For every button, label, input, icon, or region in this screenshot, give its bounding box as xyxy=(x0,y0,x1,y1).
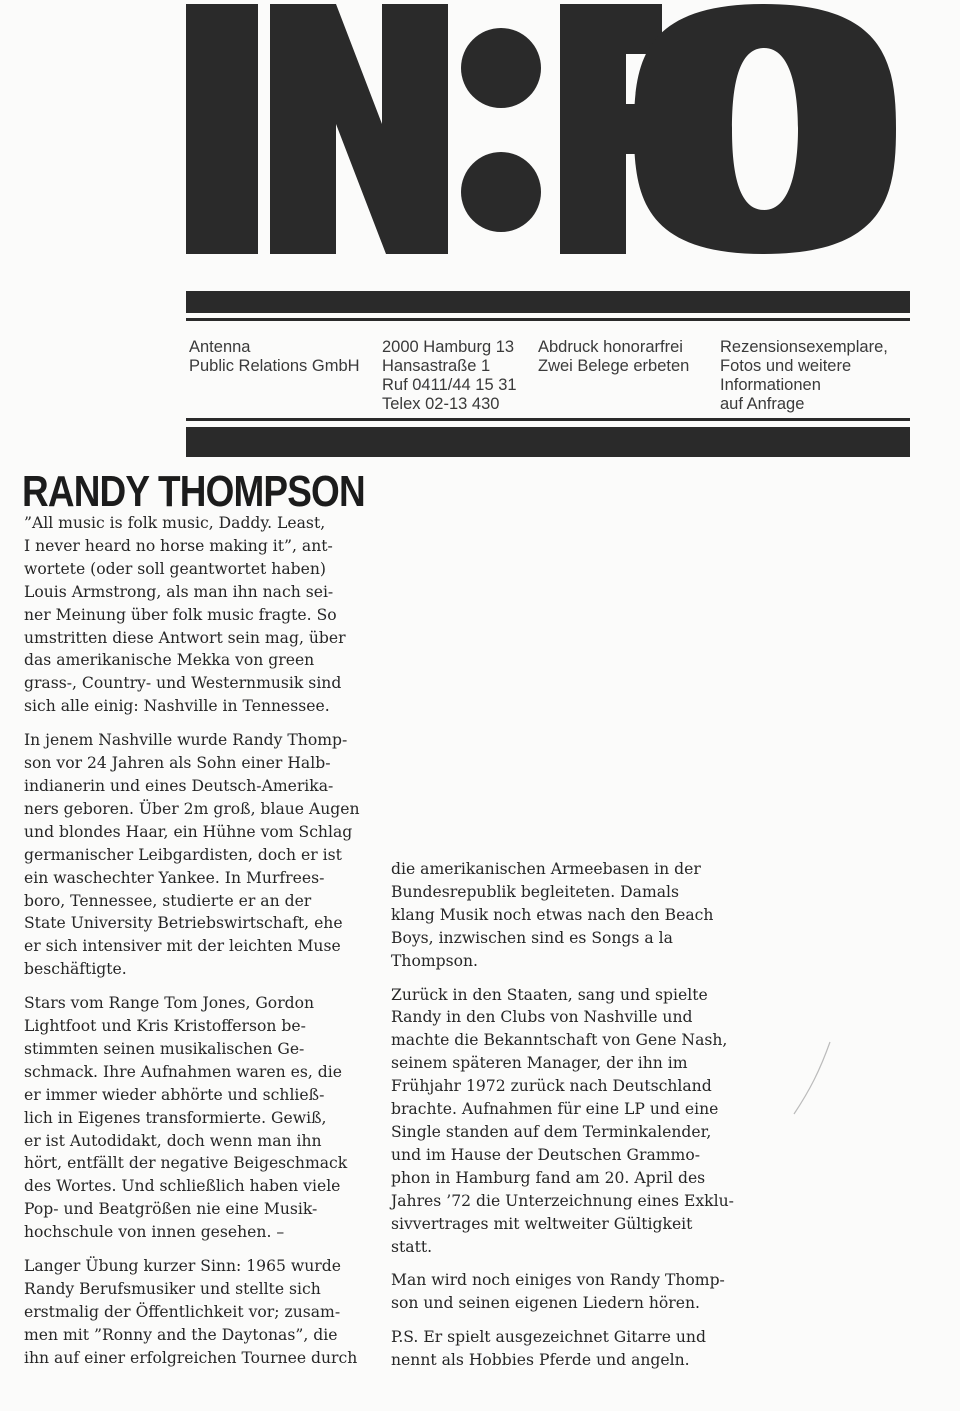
paragraph-line: das amerikanische Mekka von green xyxy=(24,651,315,670)
paragraph-line: erstmalig der Öffentlichkeit vor; zusam- xyxy=(24,1302,341,1321)
paragraph-line: ner Meinung über folk music fragte. So xyxy=(24,605,337,624)
paragraph-line: sivvertrages mit weltweiter Gültigkeit xyxy=(391,1214,693,1233)
address-line: Hansastraße 1 xyxy=(382,357,491,375)
paragraph-line: son und seinen eigenen Liedern hören. xyxy=(391,1294,700,1313)
paragraph-line: boro, Tennessee, studierte er an der xyxy=(24,891,312,910)
paragraph-line: P.S. Er spielt ausgezeichnet Gitarre und xyxy=(391,1328,706,1347)
paragraph-line: hochschule von innen gesehen. – xyxy=(24,1223,285,1242)
paragraph-line: des Wortes. Und schließlich haben viele xyxy=(24,1177,341,1196)
paragraph-line: ihn auf einer erfolgreichen Tournee durch xyxy=(24,1348,358,1367)
paragraph-line: indianerin und eines Deutsch-Amerika- xyxy=(24,776,334,795)
paragraph-line: und blondes Haar, ein Hühne vom Schlag xyxy=(24,822,353,841)
article-paragraph xyxy=(391,1326,761,1372)
paragraph-line: statt. xyxy=(391,1237,433,1256)
paragraph-line: Stars vom Range Tom Jones, Gordon xyxy=(24,994,315,1013)
paragraph-line: Randy Berufsmusiker und stellte sich xyxy=(24,1280,321,1298)
paragraph-line: seinem späteren Manager, der ihn im xyxy=(391,1054,688,1073)
paragraph-line: men mit ”Ronny and the Daytonas”, die xyxy=(24,1325,338,1344)
paragraph-line: son vor 24 Jahren als Sohn einer Halb- xyxy=(24,754,331,773)
paragraph-line: er immer wieder abhörte und schließ- xyxy=(24,1085,325,1104)
rule-thin-top xyxy=(186,318,910,321)
paragraph-line: er ist Autodidakt, doch wenn man ihn xyxy=(24,1131,322,1150)
paragraph-line: Single standen auf dem Terminkalender, xyxy=(391,1122,712,1141)
paragraph-line: die amerikanischen Armeebasen in der xyxy=(391,860,701,878)
paragraph-line: umstritten diese Antwort sein mag, über xyxy=(24,628,346,647)
logo-colon-bottom xyxy=(461,152,541,232)
article-paragraph xyxy=(24,1255,369,1370)
paragraph-line: Man wird noch einiges von Randy Thomp- xyxy=(391,1271,725,1290)
paragraph-line: Jahres ’72 die Unterzeichnung eines Exklu- xyxy=(391,1191,734,1210)
paragraph-line: ners geboren. Über 2m groß, blaue Augen xyxy=(24,799,360,818)
article-paragraph xyxy=(24,729,369,981)
rule-thick-top xyxy=(186,291,910,313)
paragraph-line: Pop- und Beatgrößen nie eine Musik- xyxy=(24,1200,318,1219)
paragraph-line: Boys, inzwischen sind es Songs a la xyxy=(391,928,673,947)
paragraph-line: schmack. Ihre Aufnahmen waren es, die xyxy=(24,1062,342,1081)
reprint-line: Abdruck honorarfrei xyxy=(538,338,683,356)
paragraph-line: wortete (oder soll geantwortet haben) xyxy=(24,559,326,578)
reprint-line: Zwei Belege erbeten xyxy=(538,357,690,375)
paragraph-line: Thompson. xyxy=(391,951,478,970)
contact-reprint xyxy=(538,338,689,376)
article-paragraph xyxy=(391,1269,761,1315)
paragraph-line: beschäftigte. xyxy=(24,960,127,979)
paragraph-line: klang Musik noch etwas nach den Beach xyxy=(391,905,714,924)
logo-colon-top xyxy=(461,28,541,108)
paragraph-line: nennt als Hobbies Pferde und angeln. xyxy=(391,1351,690,1370)
paragraph-line: Frühjahr 1972 zurück nach Deutschland xyxy=(391,1077,712,1096)
logo-letter-n xyxy=(270,4,448,254)
review-line: Fotos und weitere xyxy=(720,357,852,375)
contact-review xyxy=(720,338,888,414)
paragraph-line: ein waschechter Yankee. In Murfrees- xyxy=(24,868,325,887)
logo-letters xyxy=(186,4,910,254)
article-paragraph xyxy=(24,512,369,718)
logo-letter-i xyxy=(186,4,258,254)
company-line: Public Relations GmbH xyxy=(189,357,360,375)
paragraph-line: grass-, Country- und Westernmusik sind xyxy=(24,674,342,693)
article-left-column xyxy=(24,512,369,1381)
paragraph-line: und im Hause der Deutschen Grammo- xyxy=(391,1145,700,1164)
article-paragraph xyxy=(24,992,369,1244)
paragraph-line: hört, entfällt der negative Beigeschmack xyxy=(24,1154,348,1173)
pen-mark xyxy=(780,1040,840,1120)
paragraph-line: Zurück in den Staaten, sang und spielte xyxy=(391,985,708,1004)
paragraph-line: sich alle einig: Nashville in Tennessee. xyxy=(24,697,330,716)
paragraph-line: Lightfoot und Kris Kristofferson be- xyxy=(24,1017,306,1036)
address-line: Telex 02-13 430 xyxy=(382,395,500,413)
paragraph-line: ”All music is folk music, Daddy. Least, xyxy=(24,514,326,532)
address-line: Ruf 0411/44 15 31 xyxy=(382,376,517,394)
info-logo xyxy=(186,4,910,254)
article-paragraph xyxy=(391,984,761,1259)
contact-address xyxy=(382,338,517,414)
paragraph-line: I never heard no horse making it”, ant- xyxy=(24,536,333,555)
paragraph-line: lich in Eigenes transformierte. Gewiß, xyxy=(24,1108,327,1127)
paragraph-line: Langer Übung kurzer Sinn: 1965 wurde xyxy=(24,1257,341,1276)
review-line: Rezensionsexemplare, xyxy=(720,338,888,356)
paragraph-line: machte die Bekanntschaft von Gene Nash, xyxy=(391,1031,728,1050)
article-headline: RANDY THOMPSON xyxy=(22,467,365,516)
paragraph-line: State University Betriebswirtschaft, ehe xyxy=(24,914,343,933)
contact-company xyxy=(189,338,360,376)
review-line: auf Anfrage xyxy=(720,395,805,413)
rule-thick-bottom xyxy=(186,427,910,457)
article-right-column xyxy=(391,858,761,1383)
paragraph-line: In jenem Nashville wurde Randy Thomp- xyxy=(24,731,348,750)
paragraph-line: germanischer Leibgardisten, doch er ist xyxy=(24,845,342,864)
paragraph-line: Randy in den Clubs von Nashville und xyxy=(391,1008,693,1027)
paragraph-line: brachte. Aufnahmen für eine LP und eine xyxy=(391,1100,719,1119)
article-paragraph xyxy=(391,858,761,973)
address-line: 2000 Hamburg 13 xyxy=(382,338,515,356)
logo-letter-o xyxy=(634,4,896,254)
rule-thin-bottom xyxy=(186,418,910,421)
paragraph-line: er sich intensiver mit der leichten Muse xyxy=(24,937,341,956)
paragraph-line: stimmten seinen musikalischen Ge- xyxy=(24,1039,305,1058)
paragraph-line: Louis Armstrong, als man ihn nach sei- xyxy=(24,582,334,601)
review-line: Informationen xyxy=(720,376,821,394)
paragraph-line: Bundesrepublik begleiteten. Damals xyxy=(391,882,680,901)
paragraph-line: phon in Hamburg fand am 20. April des xyxy=(391,1168,706,1187)
company-line: Antenna xyxy=(189,338,251,356)
